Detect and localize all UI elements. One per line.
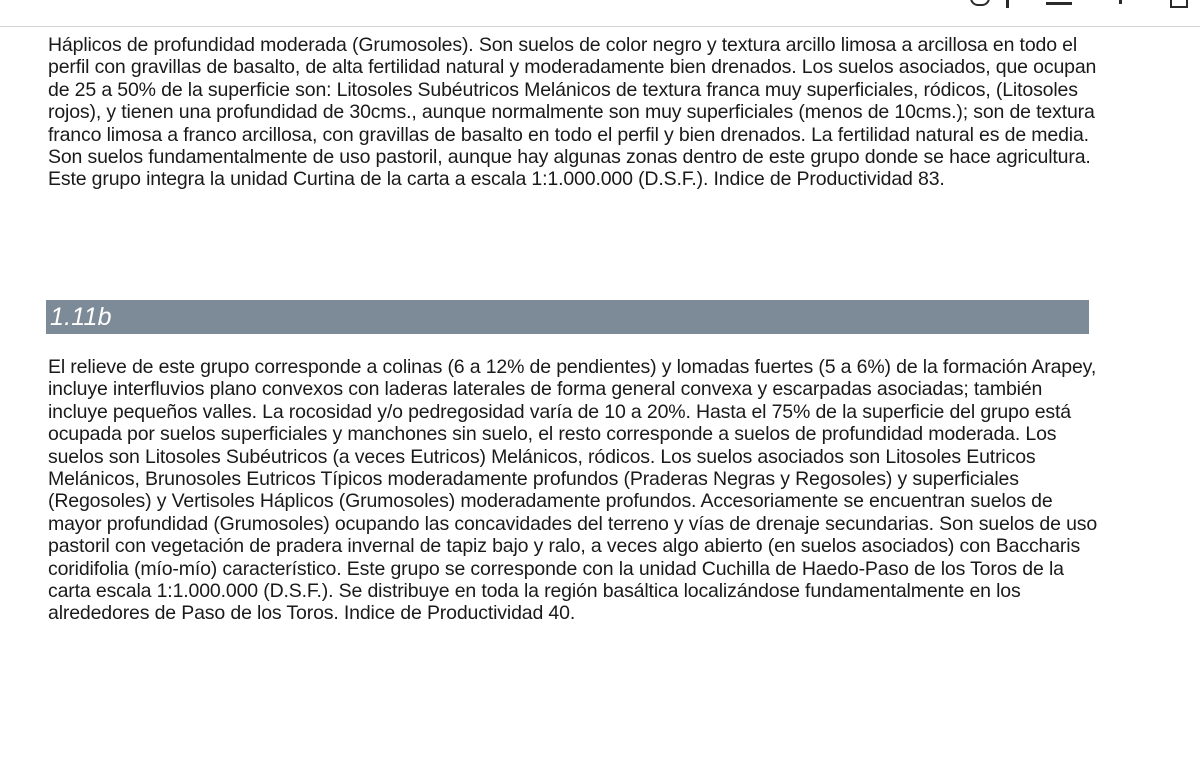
window-icon[interactable]: [1170, 0, 1188, 8]
more-icon[interactable]: [1119, 0, 1122, 4]
document-page: [0, 26, 1200, 775]
divider-icon: [1006, 0, 1009, 8]
search-icon[interactable]: [970, 0, 990, 6]
body-paragraph: Háplicos de profundidad moderada (Grumosoles). Son suelos de color negro y textura arcillo limosa a arcillosa en todo el perfil con gravillas de basalto, de alta fertilidad natural y moderadamente bien drenados. Los suelos asociados, que ocupan de 25 a 50% de la superficie son: Litosoles Subéutricos Melánicos de textura franca muy superficiales, ródicos, (Litosoles rojos), y tienen una profundidad de 30cms., aunque normalmente son muy superficiales (menos de 10cms.); son de textura franco limosa a franco arcillosa, con gravillas de basalto en todo el perfil y bien drenados. La fertilidad natural es de media. Son suelos fundamentalmente de uso pastoril, aunque hay algunas zonas dentro de este grupo donde se hace agricultura. Este grupo integra la unidad Curtina de la carta a escala 1:1.000.000 (D.S.F.). Indice de Productividad 83.: [48, 34, 1097, 191]
section-heading-bar: [46, 300, 1089, 334]
viewer-toolbar: [0, 0, 1200, 27]
body-paragraph: El relieve de este grupo corresponde a colinas (6 a 12% de pendientes) y lomadas fuertes (5 a 6%) de la formación Arapey, incluye interfluvios plano convexos con laderas laterales de forma general convexa y escarpadas asociadas; también incluye pequeños valles. La rocosidad y/o pedregosidad varía de 10 a 20%. Hasta el 75% de la superficie del grupo está ocupada por suelos superficiales y manchones sin suelo, el resto corresponde a suelos de profundidad moderada. Los suelos son Litosoles Subéutricos (a veces Eutricos) Melánicos, ródicos. Los suelos asociados son Litosoles Eutricos Melánicos, Brunosoles Eutricos Típicos moderadamente profundos (Praderas Negras y Regosoles) y superficiales (Regosoles) y Vertisoles Háplicos (Grumosoles) moderadamente profundos. Accesoriamente se encuentran suelos de mayor profundidad (Grumosoles) ocupando las concavidades del terreno y vías de drenaje secundarias. Son suelos de uso pastoril con vegetación de pradera invernal de tapiz bajo y ralo, a veces algo abierto (en suelos asociados) con Baccharis coridifolia (mío-mío) característico. Este grupo se corresponde con la unidad Cuchilla de Haedo-Paso de los Toros de la carta escala 1:1.000.000 (D.S.F.). Se distribuye en toda la región basáltica localizándose fundamentalmente en los alrededores de Paso de los Toros. Indice de Productividad 40.: [48, 356, 1098, 625]
minimize-icon[interactable]: [1046, 2, 1072, 5]
section-heading: 1.11b: [50, 303, 112, 331]
